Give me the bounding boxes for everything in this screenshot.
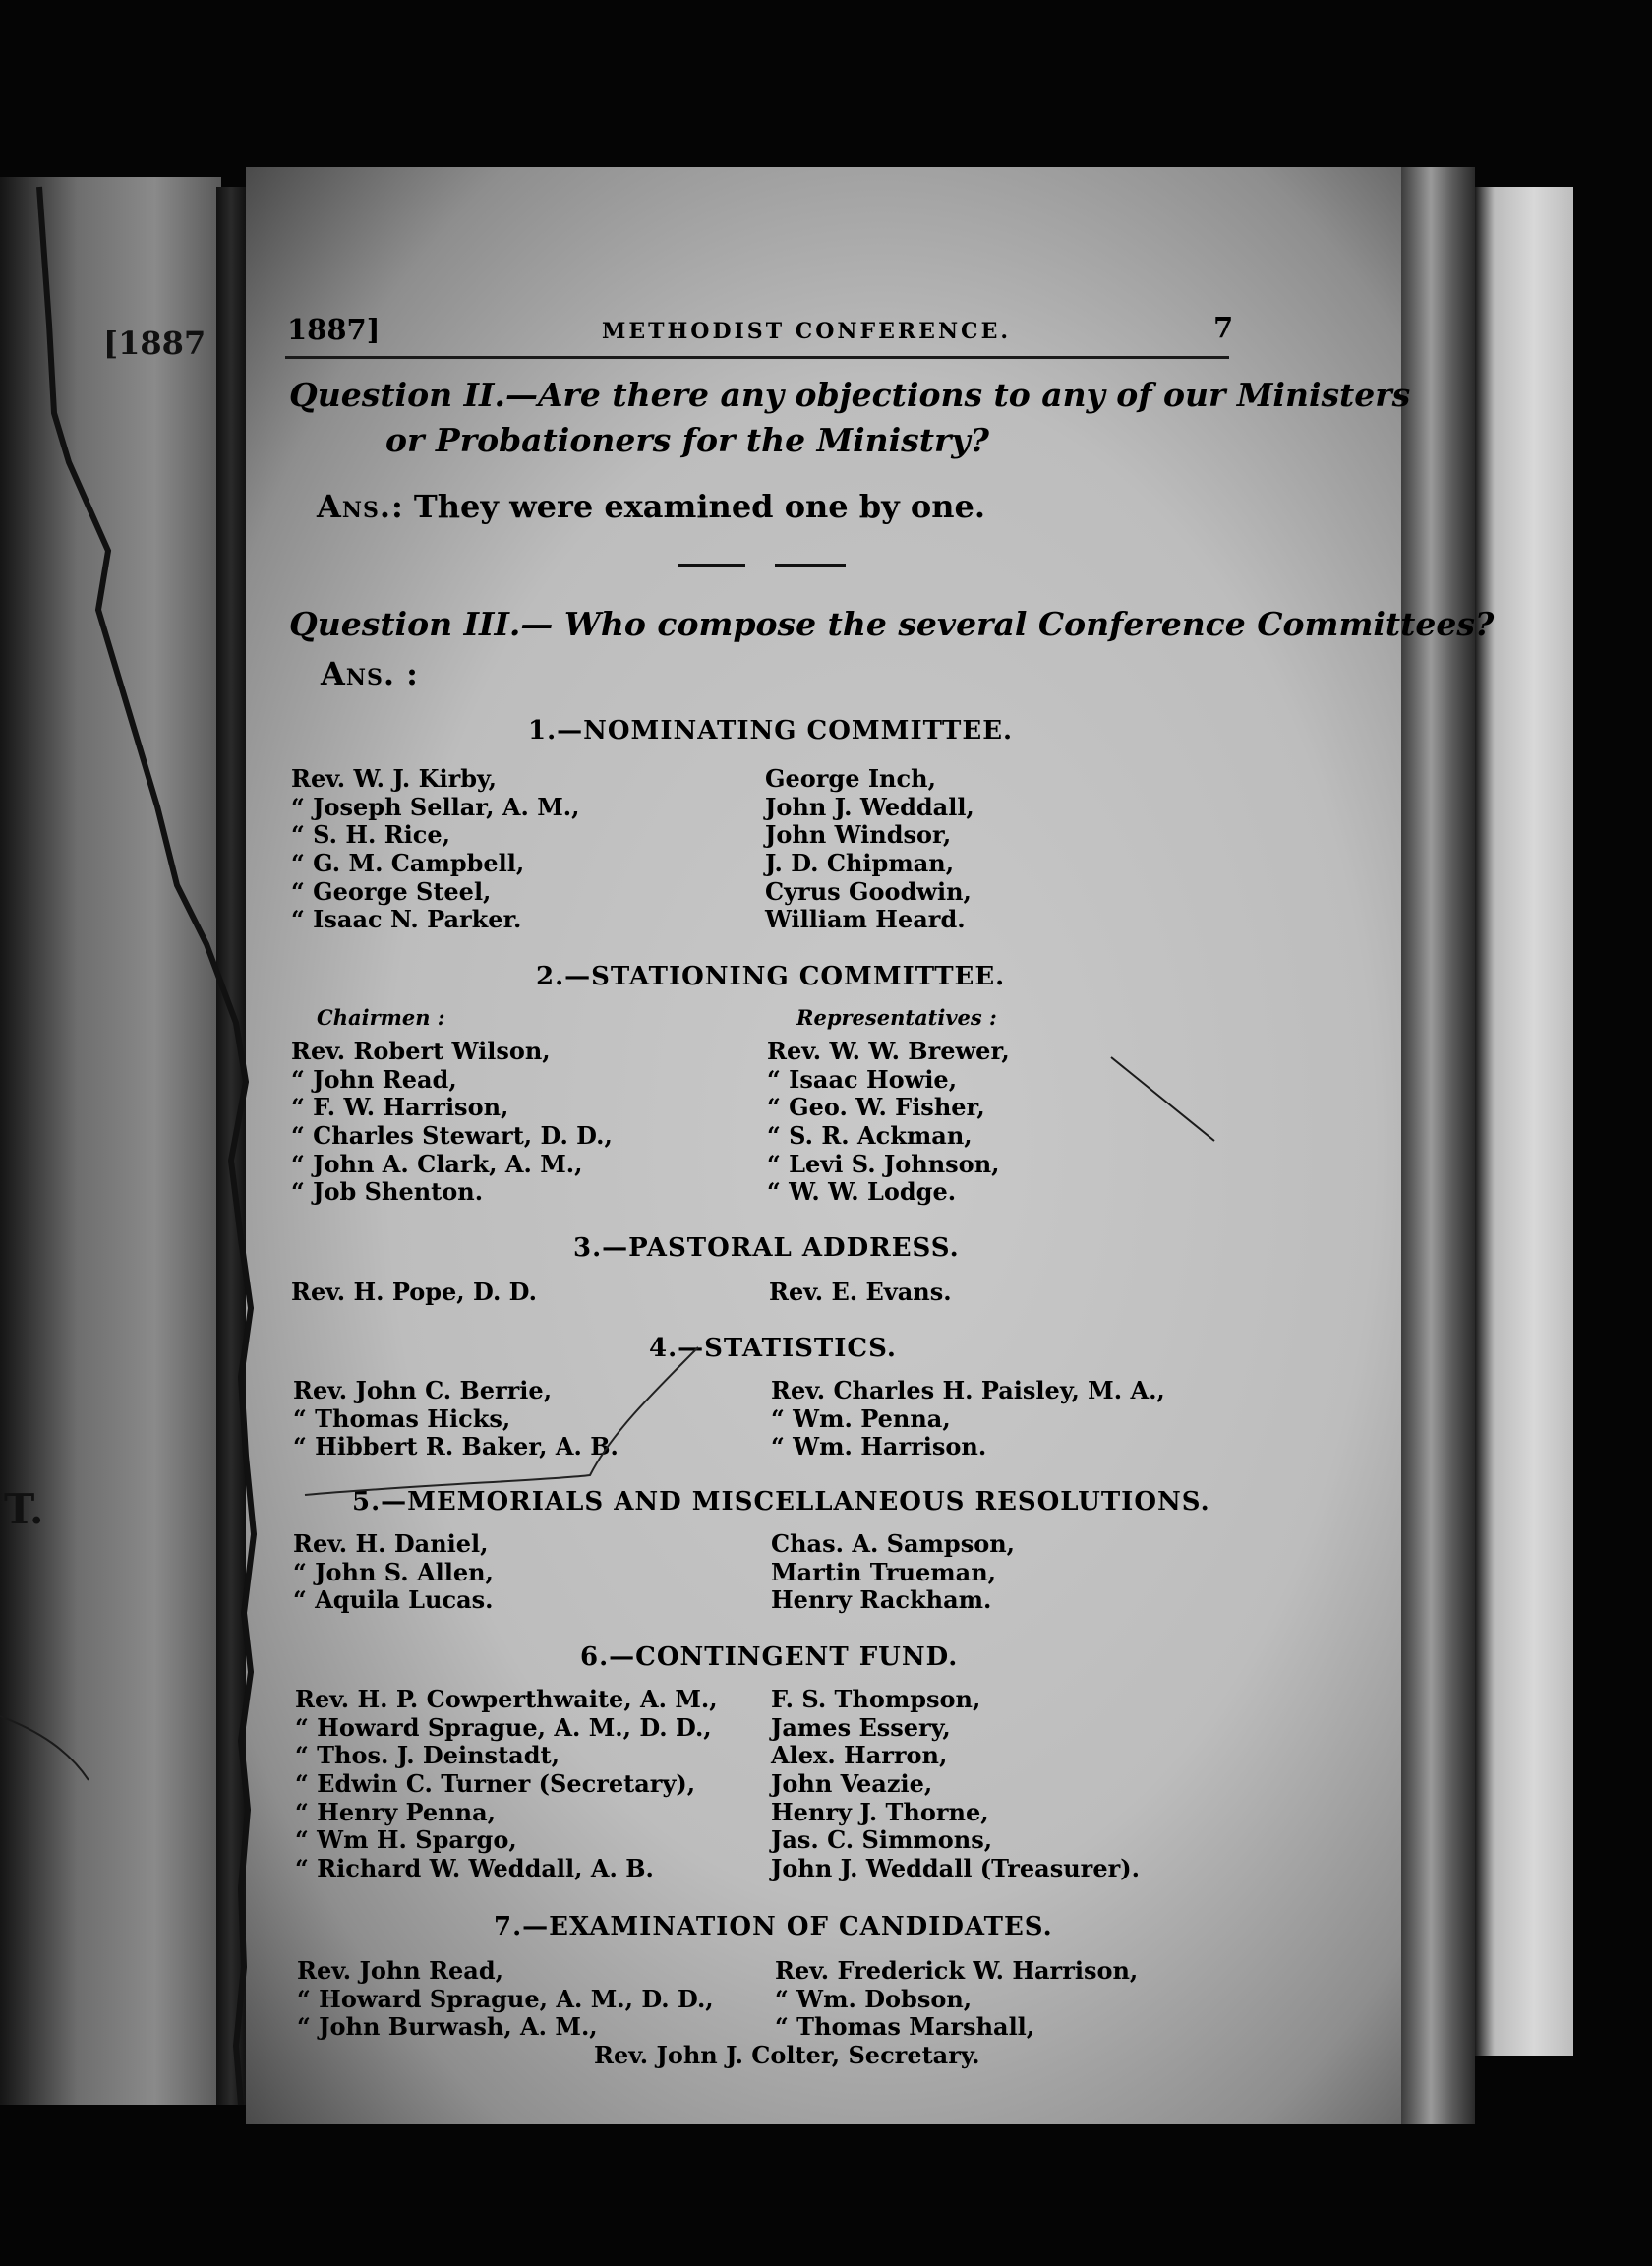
member-name: John J. Weddall (Treasurer). xyxy=(771,1854,1140,1883)
nominating-committee-title: 1.—NOMINATING COMMITTEE. xyxy=(528,716,1014,745)
member-name: “ Joseph Sellar, A. M., xyxy=(291,792,580,821)
stationing-representatives xyxy=(767,1038,1010,1207)
member-name: “ Howard Sprague, A. M., D. D., xyxy=(297,1984,714,2013)
answer-colon: : xyxy=(406,655,418,692)
member-name: Rev. John Read, xyxy=(297,1956,503,1985)
statistics-title: 4.—STATISTICS. xyxy=(649,1334,897,1363)
page-stack-edge xyxy=(1401,167,1475,2124)
statistics-left xyxy=(293,1377,619,1461)
member-name: Rev. W. J. Kirby, xyxy=(291,764,497,793)
answer-text: : They were examined one by one. xyxy=(390,488,986,525)
contingent-fund-title: 6.—CONTINGENT FUND. xyxy=(580,1642,959,1672)
member-name: “ Geo. W. Fisher, xyxy=(767,1093,985,1122)
member-name: Rev. Frederick W. Harrison, xyxy=(775,1956,1139,1985)
page-number: 7 xyxy=(1213,311,1234,344)
memorials-title: 5.—MEMORIALS AND MISCELLANEOUS RESOLUTIONS. xyxy=(352,1487,1210,1517)
member-name: Alex. Harron, xyxy=(771,1741,948,1770)
statistics-right xyxy=(771,1377,1165,1461)
stationing-committee-title: 2.—STATIONING COMMITTEE. xyxy=(536,962,1006,991)
examination-left xyxy=(297,1957,714,2042)
separator-right-dash xyxy=(775,564,846,567)
member-name: “ Edwin C. Turner (Secretary), xyxy=(295,1769,696,1799)
member-name: “ John S. Allen, xyxy=(293,1557,494,1586)
header-rule xyxy=(285,356,1229,359)
nominating-members-left xyxy=(291,765,580,934)
question-3-answer xyxy=(321,655,418,692)
member-name: James Essery, xyxy=(771,1712,951,1742)
member-name: “ F. W. Harrison, xyxy=(291,1093,509,1122)
member-name: “ Charles Stewart, D. D., xyxy=(291,1121,613,1151)
question-3: Question III.— Who compose the several Conference Committees? xyxy=(289,605,1495,643)
answer-label: Ans. xyxy=(321,655,395,692)
member-name: John Windsor, xyxy=(765,820,952,850)
member-name: “ Wm H. Spargo, xyxy=(295,1825,517,1855)
header-year: 1887] xyxy=(287,313,381,346)
left-page-header: [1887 xyxy=(103,325,206,362)
member-name: “ Isaac N. Parker. xyxy=(291,905,522,934)
memorials-right xyxy=(771,1530,1015,1615)
pastoral-left xyxy=(291,1279,537,1307)
member-name: Rev. H. P. Cowperthwaite, A. M., xyxy=(295,1685,718,1713)
member-name: John J. Weddall, xyxy=(765,792,974,821)
member-name: “ George Steel, xyxy=(291,876,492,906)
member-name: “ Hibbert R. Baker, A. B. xyxy=(293,1432,619,1461)
examination-title: 7.—EXAMINATION OF CANDIDATES. xyxy=(494,1912,1053,1941)
left-page-edge-letter: T. xyxy=(4,1485,44,1533)
member-name: Rev. W. W. Brewer, xyxy=(767,1037,1010,1065)
member-name: “ Richard W. Weddall, A. B. xyxy=(295,1854,654,1883)
examination-right xyxy=(775,1957,1138,2042)
member-name: Henry Rackham. xyxy=(771,1585,992,1615)
contingent-right xyxy=(771,1686,1140,1883)
member-name: F. S. Thompson, xyxy=(771,1685,981,1713)
stationing-chairmen xyxy=(291,1038,613,1207)
contingent-left xyxy=(295,1686,718,1883)
member-name: Chas. A. Sampson, xyxy=(771,1529,1016,1558)
answer-label: Ans. xyxy=(317,488,391,525)
member-name: Cyrus Goodwin, xyxy=(765,876,972,906)
memorials-left xyxy=(293,1530,494,1615)
member-name: “ G. M. Campbell, xyxy=(291,849,525,878)
member-name: Rev. H. Daniel, xyxy=(293,1529,489,1558)
member-name: Rev. John C. Berrie, xyxy=(293,1376,553,1404)
member-name: Jas. C. Simmons, xyxy=(771,1825,993,1855)
page-stack-light-edge xyxy=(1475,187,1573,2056)
book-gutter xyxy=(216,187,246,2105)
examination-secretary: Rev. John J. Colter, Secretary. xyxy=(594,2041,980,2069)
member-name: Rev. H. Pope, D. D. xyxy=(291,1278,537,1306)
member-name: “ John A. Clark, A. M., xyxy=(291,1149,583,1178)
member-name: “ Levi S. Johnson, xyxy=(767,1149,1000,1178)
separator-left-dash xyxy=(678,564,745,567)
header-title: METHODIST CONFERENCE. xyxy=(602,319,1011,344)
member-name: “ Wm. Penna, xyxy=(771,1403,951,1433)
member-name: “ John Burwash, A. M., xyxy=(297,2012,598,2042)
member-name: Martin Trueman, xyxy=(771,1557,996,1586)
member-name: “ Aquila Lucas. xyxy=(293,1585,494,1615)
question-2-line-2: or Probationers for the Ministry? xyxy=(385,421,989,459)
member-name: “ Thomas Hicks, xyxy=(293,1403,511,1433)
member-name: “ Job Shenton. xyxy=(291,1177,484,1207)
member-name: “ Howard Sprague, A. M., D. D., xyxy=(295,1712,712,1742)
member-name: “ W. W. Lodge. xyxy=(767,1177,957,1207)
question-2-line-1: Question II.—Are there any objections to any of our Ministers xyxy=(289,376,1411,414)
member-name: George Inch, xyxy=(765,764,936,793)
member-name: Rev. Charles H. Paisley, M. A., xyxy=(771,1376,1165,1404)
member-name: “ Wm. Harrison. xyxy=(771,1432,987,1461)
member-name: “ John Read, xyxy=(291,1064,457,1094)
chairmen-heading: Chairmen : xyxy=(317,1005,445,1030)
nominating-members-right xyxy=(765,765,974,934)
pastoral-right xyxy=(769,1279,952,1307)
member-name: “ S. H. Rice, xyxy=(291,820,451,850)
member-name: “ S. R. Ackman, xyxy=(767,1121,973,1151)
member-name: Henry J. Thorne, xyxy=(771,1797,989,1826)
member-name: Rev. Robert Wilson, xyxy=(291,1037,551,1065)
question-2-answer xyxy=(317,488,985,525)
member-name: William Heard. xyxy=(765,905,966,934)
pastoral-address-title: 3.—PASTORAL ADDRESS. xyxy=(573,1233,960,1263)
member-name: “ Henry Penna, xyxy=(295,1797,496,1826)
left-facing-page xyxy=(0,177,221,2105)
member-name: Rev. E. Evans. xyxy=(769,1278,952,1306)
representatives-heading: Representatives : xyxy=(796,1005,997,1030)
member-name: John Veazie, xyxy=(771,1769,933,1799)
member-name: “ Thos. J. Deinstadt, xyxy=(295,1741,560,1770)
member-name: “ Isaac Howie, xyxy=(767,1064,958,1094)
member-name: “ Wm. Dobson, xyxy=(775,1984,973,2013)
member-name: “ Thomas Marshall, xyxy=(775,2012,1035,2042)
member-name: J. D. Chipman, xyxy=(765,849,955,878)
